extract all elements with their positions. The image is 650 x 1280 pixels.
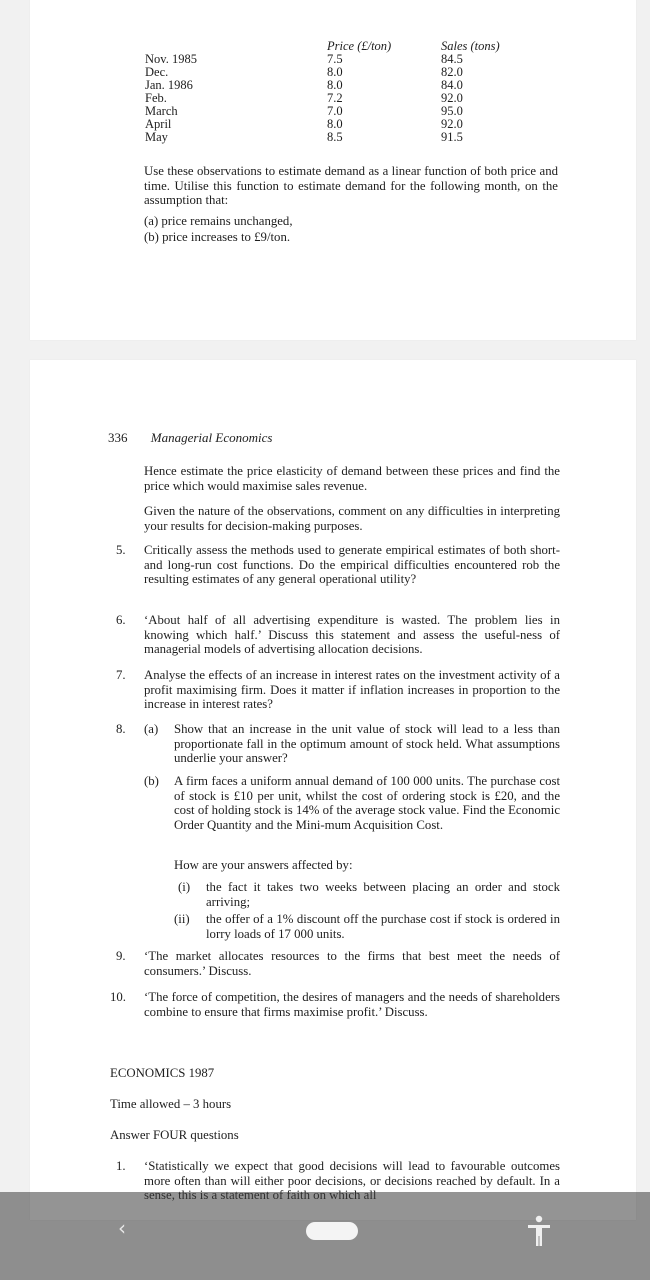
subpart-b-text: A firm faces a uniform annual demand of 100 000 units. The purchase cost of stock is £10 per unit, whilst the cost of ordering stock is £20, and the cost of holding stock is 14% of the average stock value. Find the Economic Order Quantity and the Mini-mum Acquisition Cost.	[174, 774, 560, 832]
price-sales-table	[145, 40, 525, 160]
question-number: 6.	[116, 613, 126, 627]
question-number: 10.	[110, 990, 126, 1004]
question-text: ‘The force of competition, the desires of managers and the needs of shareholders combine to ensure that firms maximise profit.’ Discuss.	[144, 990, 560, 1019]
table-cell-month: Jan. 1986	[145, 78, 193, 92]
table-cell-sales: 84.5	[441, 52, 463, 66]
question-8	[116, 722, 560, 942]
subpart-ii-text: the offer of a 1% discount off the purchase cost if stock is ordered in lorry loads of 17 000 units.	[206, 912, 560, 941]
section-title: ECONOMICS 1987	[110, 1066, 215, 1080]
question-5	[116, 543, 560, 605]
month-column	[145, 40, 197, 144]
back-icon[interactable]: ‹	[118, 1216, 126, 1240]
subpart-b-label: (b)	[144, 774, 159, 788]
question-text: ‘The market allocates resources to the firms that best meet the needs of consumers.’ Discuss.	[144, 949, 560, 978]
table-cell-sales: 91.5	[441, 130, 463, 144]
home-pill-icon[interactable]	[306, 1222, 358, 1240]
accessibility-icon[interactable]	[524, 1214, 554, 1248]
document-page-2	[30, 360, 636, 1220]
instruction-paragraph: Use these observations to estimate demand as a linear function of both price and time. Utilise this function to estimate demand for the following month, on the assumption that:	[144, 164, 558, 208]
question-number: 9.	[116, 949, 126, 963]
table-cell-price: 8.0	[327, 117, 343, 131]
table-cell-sales: 95.0	[441, 104, 463, 118]
table-cell-sales: 82.0	[441, 65, 463, 79]
table-cell-month: Dec.	[145, 65, 169, 79]
subpart-ii-label: (ii)	[174, 912, 190, 926]
system-navigation-bar	[0, 1192, 650, 1280]
table-cell-price: 7.5	[327, 52, 343, 66]
time-allowed: Time allowed – 3 hours	[110, 1097, 232, 1111]
table-cell-price: 8.0	[327, 65, 343, 79]
question-text: Critically assess the methods used to generate empirical estimates of both short- and long-run cost functions. Do the empirical difficulties encountered rob the resulting estimates of any general operational utility?	[144, 543, 560, 587]
price-column	[327, 40, 391, 144]
subpart-i-label: (i)	[178, 880, 191, 894]
option-a: (a) price remains unchanged,	[144, 214, 293, 228]
table-cell-price: 8.5	[327, 130, 343, 144]
table-cell-month: Nov. 1985	[145, 52, 197, 66]
table-cell-price: 7.2	[327, 91, 343, 105]
question-7	[116, 668, 560, 714]
sales-header: Sales (tons)	[441, 39, 500, 53]
question-number: 5.	[116, 543, 126, 557]
question-text: Analyse the effects of an increase in interest rates on the investment activity of a profit maximising firm. Does it matter if inflation increases in proportion to the increase in interest rates?	[144, 668, 560, 712]
question-number: 1.	[116, 1159, 126, 1173]
subpart-a-label: (a)	[144, 722, 159, 736]
question-6	[116, 613, 560, 659]
question-10	[110, 990, 560, 1020]
document-page-1	[30, 0, 636, 340]
table-cell-sales: 84.0	[441, 78, 463, 92]
page-number: 336	[108, 430, 128, 445]
table-cell-price: 8.0	[327, 78, 343, 92]
question-text: ‘About half of all advertising expenditure is wasted. The problem lies in knowing which half.’ Discuss this statement and assess the useful-ness of managerial models of advertising allocation decisions.	[144, 613, 560, 657]
table-cell-sales: 92.0	[441, 117, 463, 131]
table-cell-month: March	[145, 104, 178, 118]
running-title: Managerial Economics	[150, 430, 273, 445]
sales-column	[441, 40, 500, 144]
question-text: ‘Statistically we expect that good decisions will lead to favourable outcomes more often than will either poor decisions, or decisions reached by default. In a	[144, 1159, 560, 1188]
accessibility-figure	[524, 1214, 554, 1248]
answer-instructions: Answer FOUR questions	[110, 1128, 239, 1142]
paragraph-elasticity: Hence estimate the price elasticity of demand between these prices and find the price which would maximise sales revenue.	[144, 464, 560, 493]
table-cell-sales: 92.0	[441, 91, 463, 105]
table-cell-price: 7.0	[327, 104, 343, 118]
subpart-a-text: Show that an increase in the unit value of stock will lead to a less than proportionate fall in the optimum amount of stock held. What assumptions underlie your answer?	[174, 722, 560, 766]
question-9	[116, 949, 560, 979]
question-number: 8.	[116, 722, 126, 736]
affected-by-text: How are your answers affected by:	[174, 858, 353, 872]
running-header	[108, 430, 508, 446]
question-number: 7.	[116, 668, 126, 682]
table-cell-month: May	[145, 130, 168, 144]
paragraph-difficulties: Given the nature of the observations, comment on any difficulties in interpreting your results for decision-making purposes.	[144, 504, 560, 533]
price-header: Price (£/ton)	[327, 39, 392, 53]
subpart-i-text: the fact it takes two weeks between placing an order and stock arriving;	[206, 880, 560, 909]
table-cell-month: April	[145, 117, 172, 131]
option-b: (b) price increases to £9/ton.	[144, 230, 291, 244]
table-cell-month: Feb.	[145, 91, 167, 105]
